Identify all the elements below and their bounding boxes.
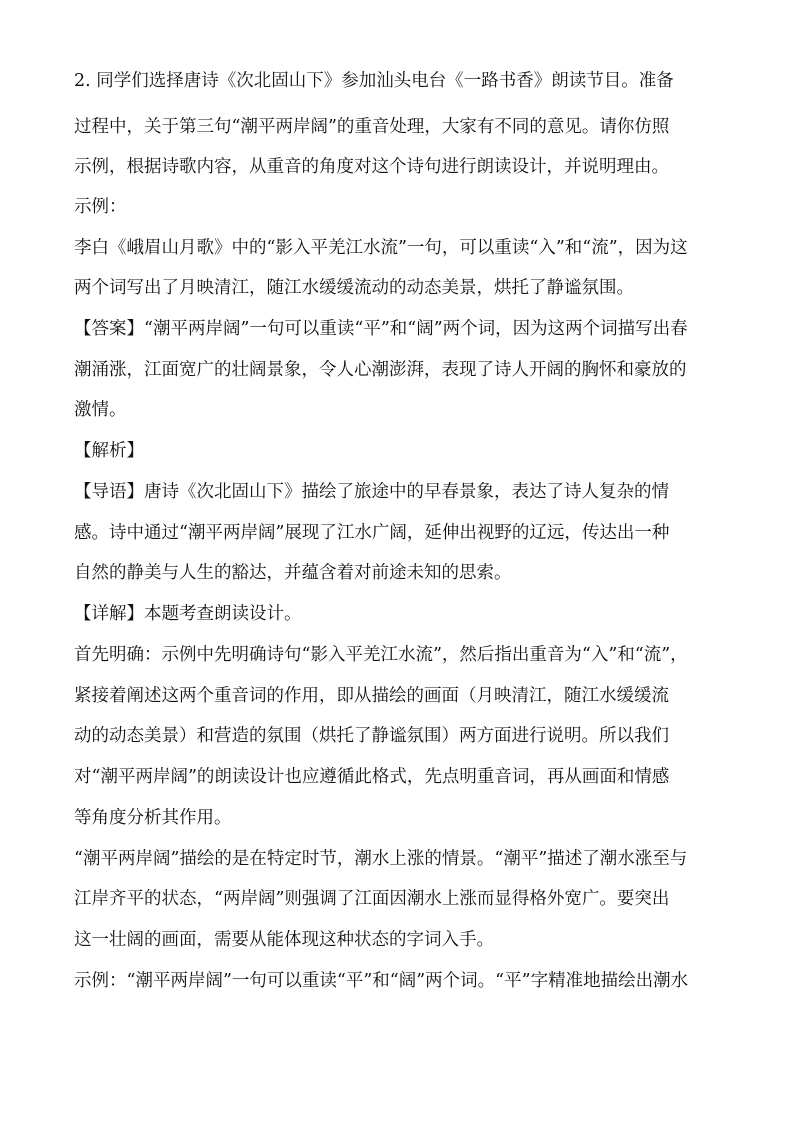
description-line-3: 这一壮阔的画面，需要从能体现这种状态的字词入手。 [74,930,494,950]
example-line-2: 两个词写出了月映清江，随江水缓缓流动的动态美景，烘托了静谧氛围。 [74,278,634,298]
guide-line-3: 自然的静美与人生的豁达，并蕴含着对前途未知的思索。 [74,563,512,583]
question-line-3: 示例，根据诗歌内容，从重音的角度对这个诗句进行朗读设计，并说明理由。 [74,157,669,177]
detail-heading: 【详解】本题考查朗读设计。 [74,604,302,624]
guide-line-1: 【导语】唐诗《次北固山下》描绘了旅途中的早春景象，表达了诗人复杂的情 [74,482,669,502]
analysis-heading: 【解析】 [74,441,144,461]
detail-line-2: 紧接着阐述这两个重音词的作用，即从描绘的画面（月映清江，随江水缓缓流 [74,686,669,706]
detail-line-5: 等角度分析其作用。 [74,808,232,828]
example-label: 示例： [74,197,127,217]
question-line-2: 过程中，关于第三句“潮平两岸阔”的重音处理，大家有不同的意见。请你仿照 [74,117,670,137]
answer-line-2: 潮涌涨，江面宽广的壮阔景象，令人心潮澎湃，表现了诗人开阔的胸怀和豪放的 [74,360,687,380]
description-line-2: 江岸齐平的状态，“两岸阔”则强调了江面因潮水上涨而显得格外宽广。要突出 [74,889,670,909]
detail-line-3: 动的动态美景）和营造的氛围（烘托了静谧氛围）两方面进行说明。所以我们 [74,726,669,746]
question-line-1: 2. 同学们选择唐诗《次北固山下》参加汕头电台《一路书香》朗读节目。准备 [74,71,674,91]
answer-line-1: 【答案】“潮平两岸阔”一句可以重读“平”和“阔”两个词，因为这两个词描写出春 [74,319,688,339]
answer-line-3: 激情。 [74,400,127,420]
description-line-1: “潮平两岸阔”描绘的是在特定时节，潮水上涨的情景。“潮平”描述了潮水涨至与 [74,849,688,869]
detail-line-4: 对“潮平两岸阔”的朗读设计也应遵循此格式，先点明重音词，再从画面和情感 [74,767,670,787]
final-example-line: 示例：“潮平两岸阔”一句可以重读“平”和“阔”两个词。“平”字精准地描绘出潮水 [74,971,689,991]
example-line-1: 李白《峨眉山月歌》中的“影入平羌江水流”一句，可以重读“入”和“流”，因为这 [74,238,688,258]
guide-line-2: 感。诗中通过“潮平两岸阔”展现了江水广阔，延伸出视野的辽远，传达出一种 [74,523,670,543]
detail-line-1: 首先明确：示例中先明确诗句“影入平羌江水流”，然后指出重音为“入”和“流”， [74,645,688,665]
